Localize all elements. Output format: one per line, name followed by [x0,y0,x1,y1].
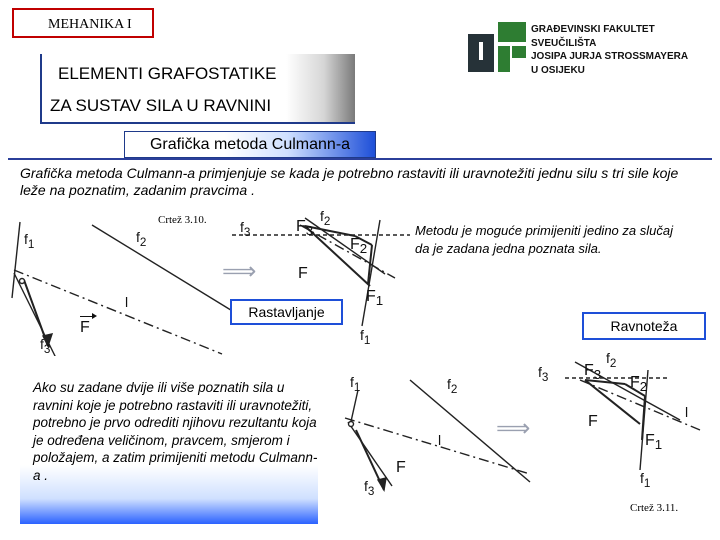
label-l: l [125,294,129,310]
rastavljanje-label: Rastavljanje [230,299,343,325]
implies-arrow-icon: ⟹ [496,415,531,442]
label-f2-b: $f_2$ [447,376,458,396]
bottom-paragraph: Ako su zadane dvije ili više poznatih sila u ravnini koje je potrebno rastaviti ili uravnotežiti, potrebno je prvo odrediti njihovu rezultantu koja je određena veličinom, pravcem, smjerom i položajem, a zatim primijeniti metodu Culmann-a . [33,380,318,483]
label-f2-right: $f_2$ [320,208,331,228]
slide-title-line2: ZA SUSTAV SILA U RAVNINI [50,96,272,115]
label-F-b-vector: F [588,413,598,430]
slide-title-line1: ELEMENTI GRAFOSTATIKE [58,64,277,83]
label-F-vector: F [298,265,308,282]
label-F-b: F [396,459,406,476]
figure-caption-3-11: Crtež 3.11. [630,502,679,514]
label-F1-vector: $F_1$ [366,288,384,309]
figure-caption-3-10: Crtež 3.10. [158,214,207,226]
point-marker [20,279,25,284]
ravnoteza-label: Ravnoteža [582,312,706,340]
label-l-b-right: l [685,404,689,420]
label-F2-b-vector: $F_2$ [630,374,648,395]
method-note: Metodu je moguće primijeniti jedino za slučaj da je zadana jedna poznata sila. [415,223,673,256]
university-line: JOSIPA JURJA STROSSMAYERA [531,51,689,62]
university-line: U OSIJEKU [531,64,585,76]
line-l-parallel [300,225,395,278]
label-f2: $f_2$ [136,229,147,249]
label-f1-b-lower: $f_1$ [640,470,651,490]
label-f3: $f_3$ [40,336,51,356]
label-f2-b-right: $f_2$ [606,350,617,370]
label-F2-vector: $F_2$ [350,236,368,257]
label-f3-b-right: $f_3$ [538,364,549,384]
label-f1: $f_1$ [24,231,35,251]
label-F3-vector: $F_3$ [296,218,314,239]
line-f1 [12,222,20,298]
label-f3-b: $f_3$ [364,478,375,498]
label-l-b: l [438,432,442,448]
line-f3-b [348,422,392,486]
university-line: SVEUČILIŠTA [531,37,597,49]
label-F: F [80,319,90,337]
label-f3-right: $f_3$ [240,219,251,239]
university-line: GRAĐEVINSKI FAKULTET [531,24,655,35]
section-heading: Grafička metoda Culmann-a [124,131,376,158]
label-F1-b-vector: $F_1$ [645,432,663,453]
label-f1-lower: $f_1$ [360,327,371,347]
course-label: MEHANIKA I [48,17,132,32]
label-F3-b-vector: $F_3$ [584,362,602,383]
label-f1-b: $f_1$ [350,374,361,394]
implies-arrow-icon: ⟹ [222,258,257,285]
intro-paragraph: Grafička metoda Culmann-a primjenjuje se kada je potrebno rastaviti ili uravnotežiti jednu silu s tri sile koje leže na poznatim, zadanim pravcima . [20,165,679,198]
